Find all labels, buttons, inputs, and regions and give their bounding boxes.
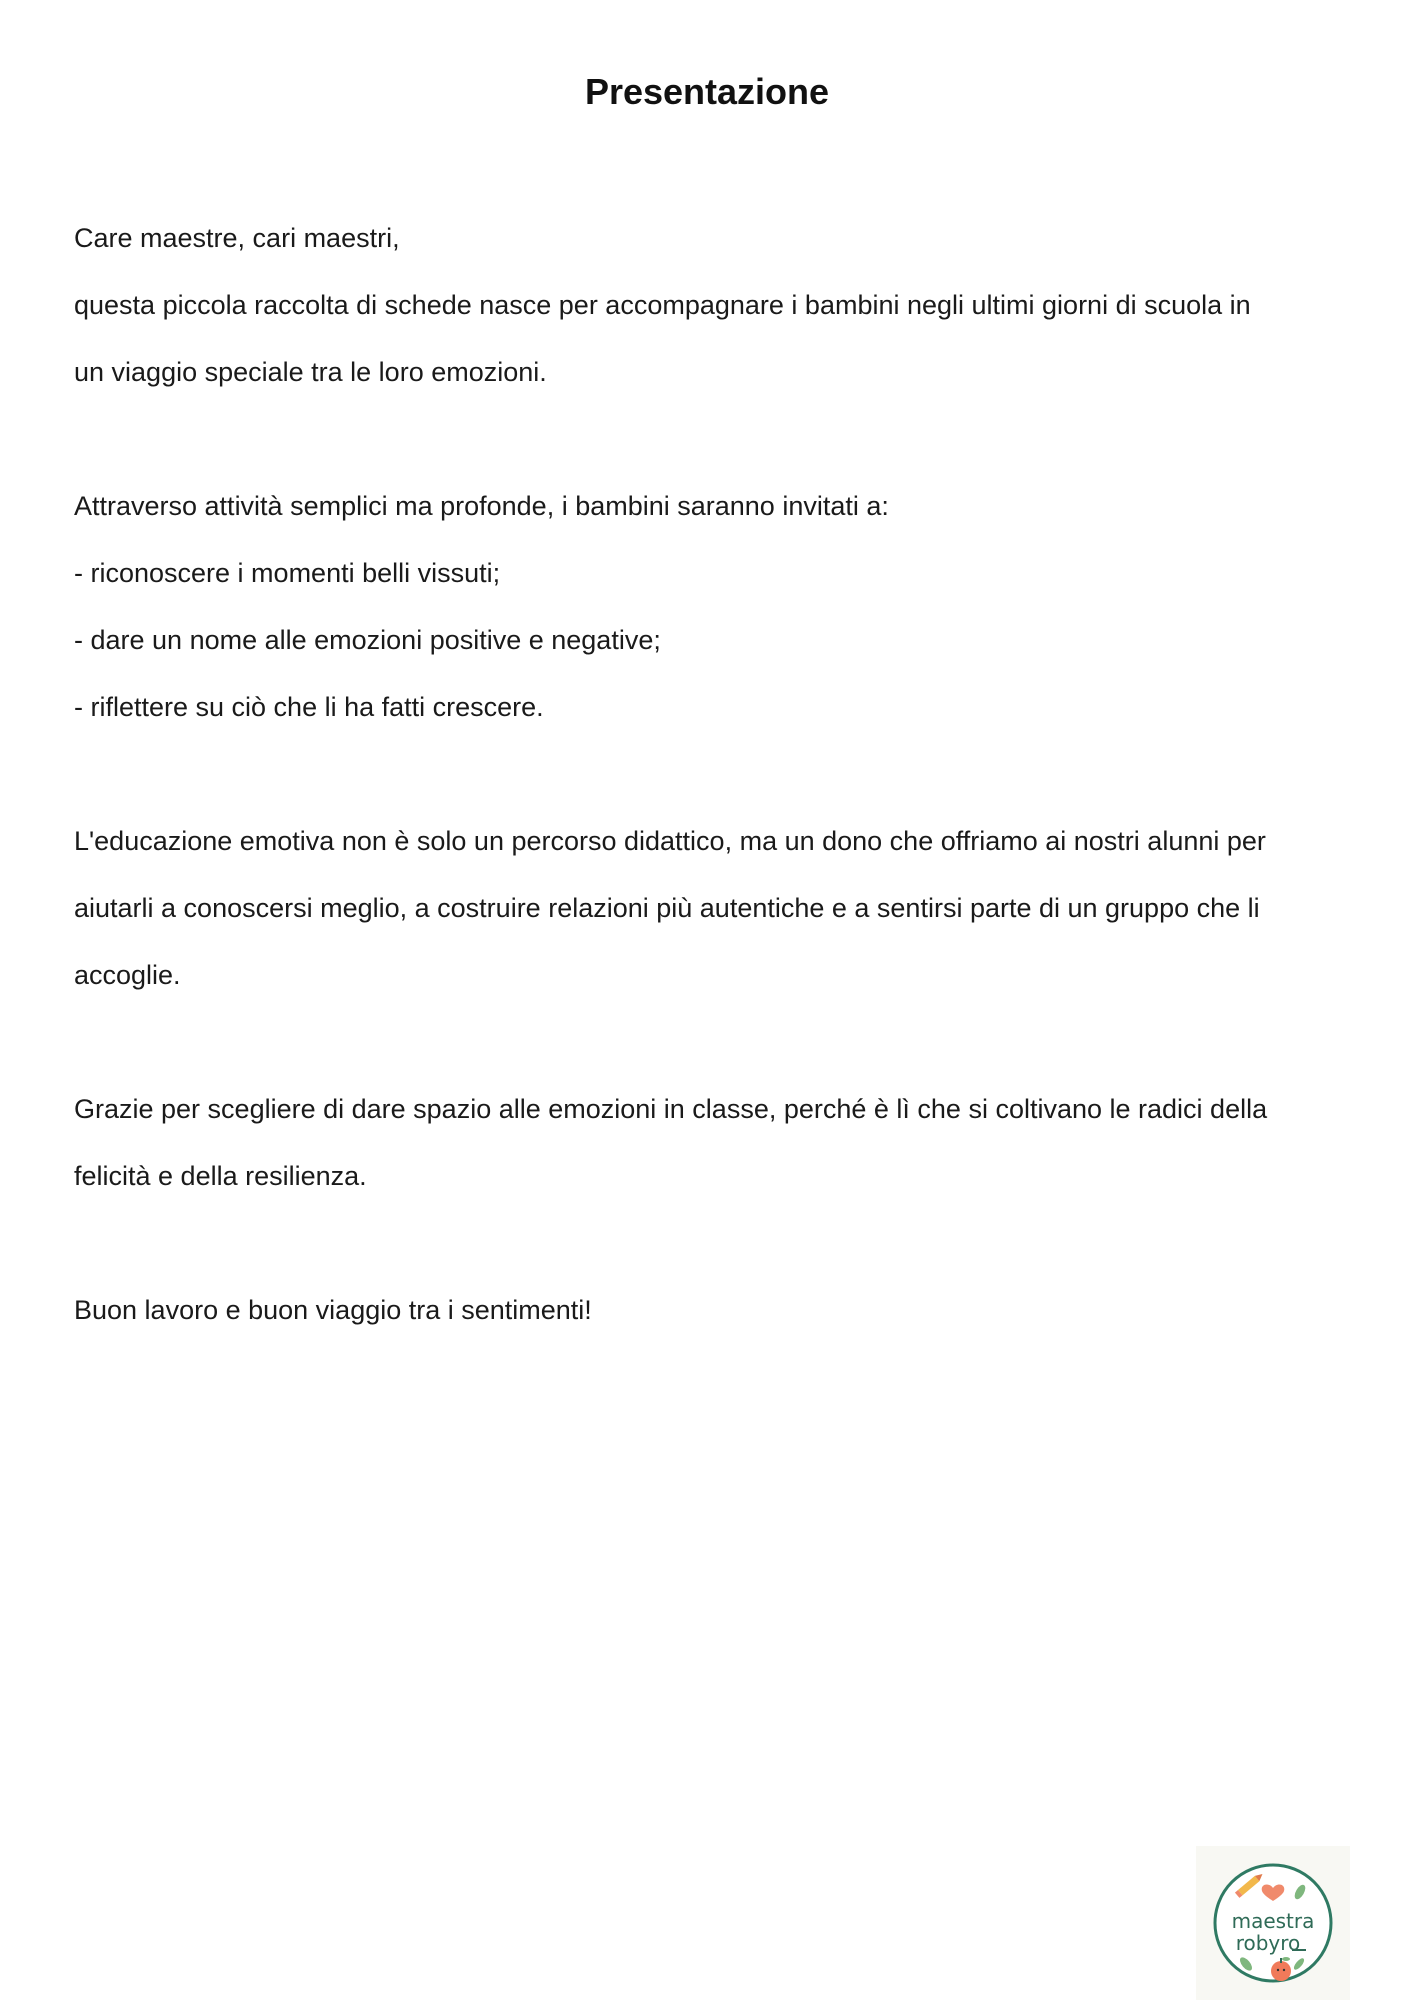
logo-text-line2: robyro	[1235, 1931, 1301, 1955]
brand-logo	[1196, 1846, 1350, 2000]
paragraph-line: aiutarli a conoscersi meglio, a costruire relazioni più autentiche e a sentirsi parte di un gruppo che li	[74, 893, 1260, 923]
paragraph-line: accoglie.	[74, 960, 181, 990]
logo-graphic	[1196, 1846, 1350, 2000]
paragraph-line: felicità e della resilienza.	[74, 1161, 367, 1191]
paragraph-line: un viaggio speciale tra le loro emozioni.	[74, 357, 547, 387]
paragraph-line: Care maestre, cari maestri,	[74, 223, 400, 253]
logo-text-line1: maestra	[1231, 1909, 1315, 1933]
paragraph-spacer	[74, 406, 1354, 473]
document-body	[74, 205, 1354, 1344]
page-title: Presentazione	[584, 71, 830, 112]
paragraph-line: L'educazione emotiva non è solo un percorso didattico, ma un dono che offriamo ai nostri alunni per	[74, 826, 1266, 856]
paragraph-line: Attraverso attività semplici ma profonde, i bambini saranno invitati a:	[74, 491, 889, 521]
list-item: - riflettere su ciò che li ha fatti crescere.	[74, 692, 544, 722]
paragraph-spacer	[74, 1210, 1354, 1277]
paragraph-spacer	[74, 1009, 1354, 1076]
paragraph-line: questa piccola raccolta di schede nasce per accompagnare i bambini negli ultimi giorni di scuola in	[74, 290, 1251, 320]
list-item: - dare un nome alle emozioni positive e negative;	[74, 625, 661, 655]
closing-line: Buon lavoro e buon viaggio tra i sentimenti!	[74, 1295, 592, 1325]
list-item: - riconoscere i momenti belli vissuti;	[74, 558, 501, 588]
paragraph-spacer	[74, 741, 1354, 808]
paragraph-line: Grazie per scegliere di dare spazio alle emozioni in classe, perché è lì che si coltivano le radici della	[74, 1094, 1268, 1124]
